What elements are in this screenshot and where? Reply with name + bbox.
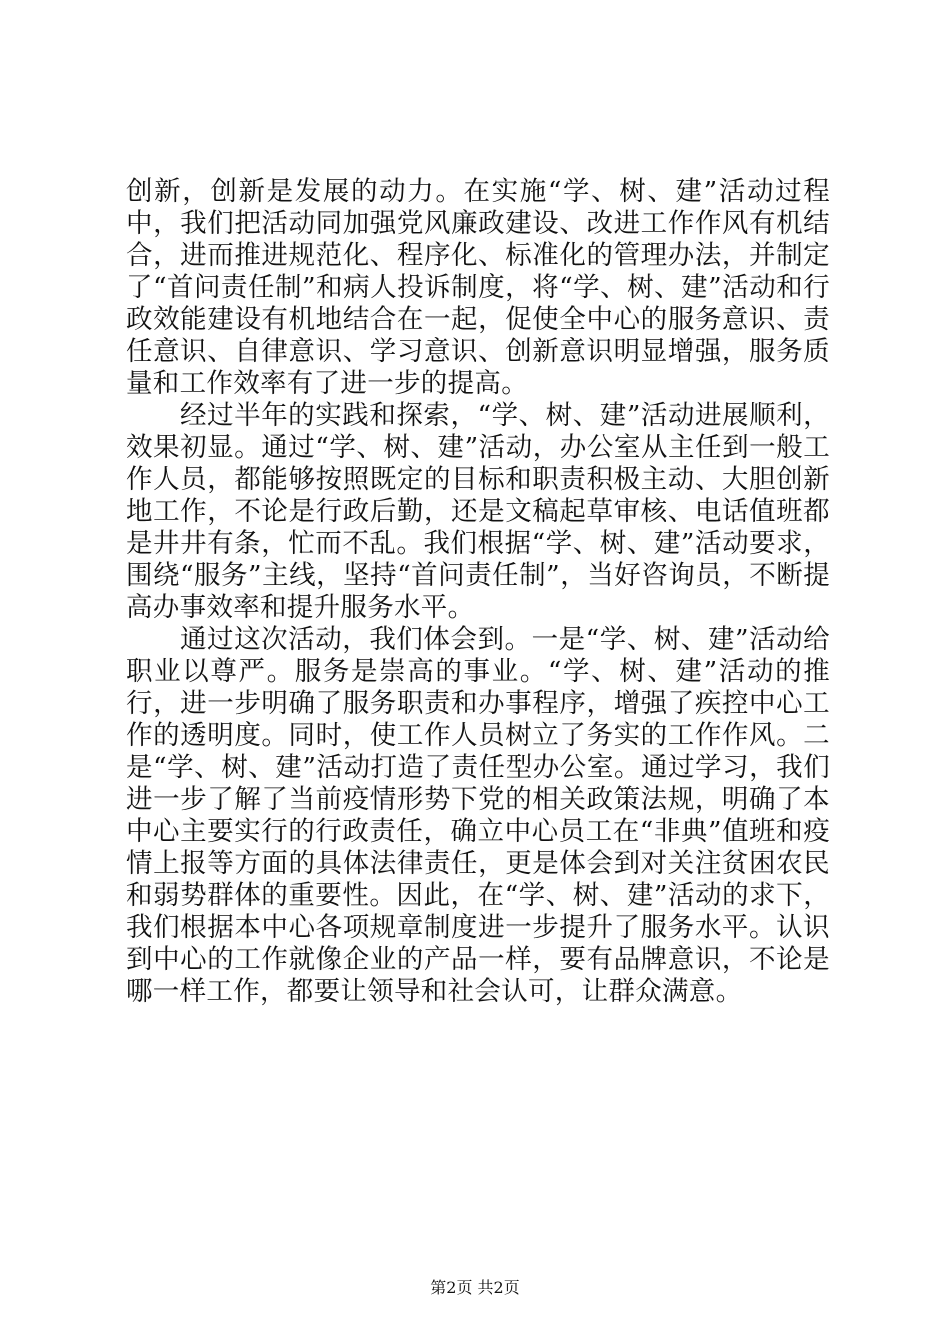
paragraph-1: 创新，创新是发展的动力。在实施“学、树、建”活动过程中，我们把活动同加强党风廉政建设、改进工作作风有机结合，进而推进规范化、程序化、标准化的管理办法，并制定了“首问责任制”和病人投诉制度，将“学、树、建”活动和行政效能建设有机地结合在一起，促使全中心的服务意识、责任意识、自律意识、学习意识、创新意识明显增强，服务质量和工作效率有了进一步的提高。 [126,176,830,399]
document-body [126,176,830,1008]
page-footer: 第2页 共2页 [430,1278,520,1297]
paragraph-2: 经过半年的实践和探索，“学、树、建”活动进展顺利，效果初显。通过“学、树、建”活动，办公室从主任到一般工作人员，都能够按照既定的目标和职责积极主动、大胆创新地工作，不论是行政后勤，还是文稿起草审核、电话值班都是井井有条，忙而不乱。我们根据“学、树、建”活动要求，围绕“服务”主线，坚持“首问责任制”，当好咨询员，不断提高办事效率和提升服务水平。 [126,400,830,623]
paragraph-3: 通过这次活动，我们体会到。一是“学、树、建”活动给职业以尊严。服务是崇高的事业。“学、树、建”活动的推行，进一步明确了服务职责和办事程序，增强了疾控中心工作的透明度。同时，使工作人员树立了务实的工作作风。二是“学、树、建”活动打造了责任型办公室。通过学习，我们进一步了解了当前疫情形势下党的相关政策法规，明确了本中心主要实行的行政责任，确立中心员工在“非典”值班和疫情上报等方面的具体法律责任，更是体会到对关注贫困农民和弱势群体的重要性。因此，在“学、树、建”活动的求下，我们根据本中心各项规章制度进一步提升了服务水平。认识到中心的工作就像企业的产品一样，要有品牌意识，不论是哪一样工作，都要让领导和社会认可，让群众满意。 [126,624,830,1007]
